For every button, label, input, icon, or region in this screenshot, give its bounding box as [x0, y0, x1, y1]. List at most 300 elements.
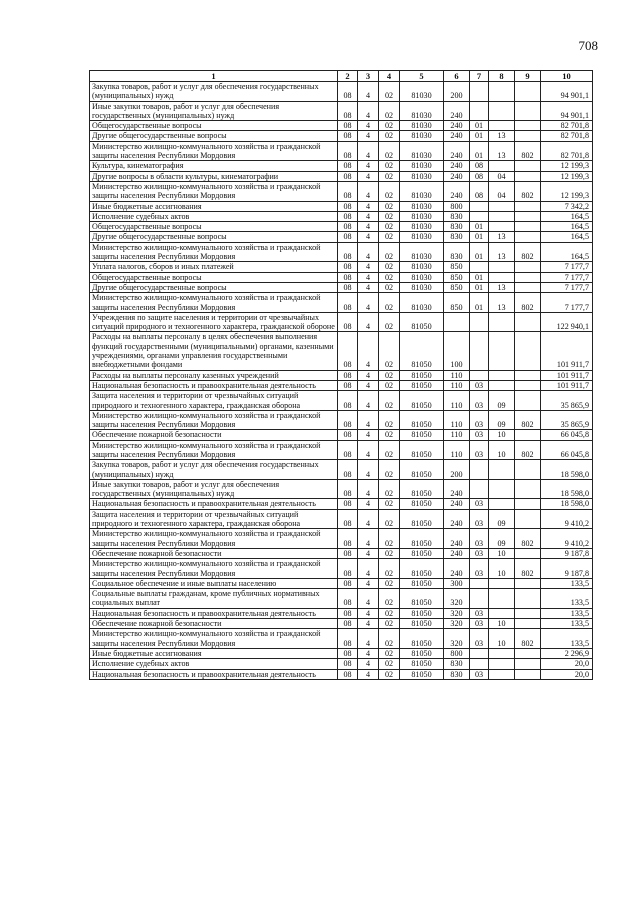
col-8-cell — [489, 648, 515, 658]
name-cell: Иные закупки товаров, работ и услуг для обеспечения государственных (муниципальных) нужд — [90, 479, 338, 499]
name-cell: Национальная безопасность и правоохранительная деятельность — [90, 380, 338, 390]
name-cell: Министерство жилищно-коммунального хозяйства и гражданской защиты населения Республики Мордовия — [90, 410, 338, 430]
table-row — [90, 232, 593, 242]
col-3-cell: 4 — [358, 440, 379, 460]
header-cell-2: 2 — [338, 71, 358, 82]
name-cell: Социальные выплаты гражданам, кроме публичных нормативных социальных выплат — [90, 589, 338, 609]
col-3-cell: 4 — [358, 293, 379, 313]
col-3-cell: 4 — [358, 201, 379, 211]
col-6-cell: 830 — [444, 222, 470, 232]
table-row — [90, 101, 593, 121]
name-cell: Уплата налогов, сборов и иных платежей — [90, 262, 338, 272]
name-cell: Национальная безопасность и правоохранительная деятельность — [90, 608, 338, 618]
col-3-cell: 4 — [358, 529, 379, 549]
col-7-cell — [470, 201, 489, 211]
col-5-cell: 81030 — [400, 282, 444, 292]
amount-cell: 133,5 — [541, 589, 593, 609]
amount-cell: 7 177,7 — [541, 293, 593, 313]
name-cell: Министерство жилищно-коммунального хозяйства и гражданской защиты населения Республики Мордовия — [90, 529, 338, 549]
col-3-cell: 4 — [358, 669, 379, 679]
col-9-cell — [515, 548, 541, 558]
col-4-cell: 02 — [379, 629, 400, 649]
col-7-cell: 03 — [470, 548, 489, 558]
col-8-cell: 13 — [489, 131, 515, 141]
amount-cell: 9 410,2 — [541, 509, 593, 529]
name-cell: Обеспечение пожарной безопасности — [90, 548, 338, 558]
col-8-cell — [489, 499, 515, 509]
col-3-cell: 4 — [358, 608, 379, 618]
col-5-cell: 81050 — [400, 629, 444, 649]
table-row — [90, 171, 593, 181]
col-2-cell: 08 — [338, 619, 358, 629]
col-8-cell: 04 — [489, 171, 515, 181]
table-row — [90, 242, 593, 262]
col-6-cell: 850 — [444, 262, 470, 272]
col-8-cell: 13 — [489, 232, 515, 242]
col-2-cell: 08 — [338, 242, 358, 262]
amount-cell: 66 045,8 — [541, 430, 593, 440]
amount-cell: 9 187,8 — [541, 548, 593, 558]
col-8-cell — [489, 222, 515, 232]
col-2-cell: 08 — [338, 282, 358, 292]
name-cell: Другие общегосударственные вопросы — [90, 232, 338, 242]
col-4-cell: 02 — [379, 201, 400, 211]
col-6-cell: 830 — [444, 659, 470, 669]
col-6-cell: 110 — [444, 370, 470, 380]
col-5-cell: 81030 — [400, 171, 444, 181]
col-7-cell — [470, 578, 489, 588]
col-4-cell: 02 — [379, 262, 400, 272]
table-row — [90, 181, 593, 201]
col-5-cell: 81050 — [400, 548, 444, 558]
col-5-cell: 81030 — [400, 121, 444, 131]
col-4-cell: 02 — [379, 121, 400, 131]
name-cell: Закупка товаров, работ и услуг для обеспечения государственных (муниципальных) нужд — [90, 460, 338, 480]
col-4-cell: 02 — [379, 578, 400, 588]
name-cell: Расходы на выплаты персоналу казенных учреждений — [90, 370, 338, 380]
col-3-cell: 4 — [358, 272, 379, 282]
col-3-cell: 4 — [358, 232, 379, 242]
col-3-cell: 4 — [358, 578, 379, 588]
col-4-cell: 02 — [379, 548, 400, 558]
header-cell-1: 1 — [90, 71, 338, 82]
col-4-cell: 02 — [379, 272, 400, 282]
col-3-cell: 4 — [358, 499, 379, 509]
col-7-cell: 03 — [470, 410, 489, 430]
col-3-cell: 4 — [358, 282, 379, 292]
col-7-cell: 03 — [470, 619, 489, 629]
col-5-cell: 81050 — [400, 578, 444, 588]
amount-cell: 101 911,7 — [541, 380, 593, 390]
budget-table — [89, 70, 593, 680]
col-9-cell — [515, 430, 541, 440]
col-7-cell: 03 — [470, 559, 489, 579]
col-4-cell: 02 — [379, 181, 400, 201]
col-9-cell — [515, 282, 541, 292]
col-2-cell: 08 — [338, 430, 358, 440]
col-3-cell: 4 — [358, 380, 379, 390]
col-5-cell: 81050 — [400, 440, 444, 460]
table-row — [90, 272, 593, 282]
col-2-cell: 08 — [338, 201, 358, 211]
name-cell: Расходы на выплаты персоналу в целях обеспечения выполнения функций государственными (муниципальными) органами, казенными учреждениями, органами управления государственными внебюджетными фондами — [90, 332, 338, 370]
col-7-cell: 08 — [470, 161, 489, 171]
name-cell: Иные бюджетные ассигнования — [90, 201, 338, 211]
amount-cell: 12 199,3 — [541, 171, 593, 181]
name-cell: Общегосударственные вопросы — [90, 272, 338, 282]
table-row — [90, 669, 593, 679]
col-2-cell: 08 — [338, 548, 358, 558]
col-2-cell: 08 — [338, 101, 358, 121]
col-7-cell — [470, 262, 489, 272]
col-9-cell — [515, 232, 541, 242]
header-cell-9: 9 — [515, 71, 541, 82]
table-row — [90, 121, 593, 131]
col-9-cell: 802 — [515, 181, 541, 201]
table-row — [90, 161, 593, 171]
table-row — [90, 619, 593, 629]
amount-cell: 2 296,9 — [541, 648, 593, 658]
col-9-cell — [515, 509, 541, 529]
table-row — [90, 312, 593, 332]
col-9-cell: 802 — [515, 293, 541, 313]
table-row — [90, 578, 593, 588]
col-2-cell: 08 — [338, 578, 358, 588]
col-7-cell: 03 — [470, 499, 489, 509]
col-2-cell: 08 — [338, 589, 358, 609]
name-cell: Министерство жилищно-коммунального хозяйства и гражданской защиты населения Республики Мордовия — [90, 242, 338, 262]
col-9-cell — [515, 161, 541, 171]
amount-cell: 82 701,8 — [541, 121, 593, 131]
col-4-cell: 02 — [379, 101, 400, 121]
col-2-cell: 08 — [338, 82, 358, 102]
header-cell-10: 10 — [541, 71, 593, 82]
amount-cell: 7 342,2 — [541, 201, 593, 211]
col-6-cell: 240 — [444, 131, 470, 141]
amount-cell: 20,0 — [541, 669, 593, 679]
table-row — [90, 82, 593, 102]
col-3-cell: 4 — [358, 589, 379, 609]
col-3-cell: 4 — [358, 161, 379, 171]
amount-cell: 164,5 — [541, 211, 593, 221]
col-5-cell: 81030 — [400, 131, 444, 141]
col-6-cell: 320 — [444, 589, 470, 609]
col-2-cell: 08 — [338, 440, 358, 460]
col-5-cell: 81050 — [400, 391, 444, 411]
name-cell: Министерство жилищно-коммунального хозяйства и гражданской защиты населения Республики Мордовия — [90, 141, 338, 161]
col-3-cell: 4 — [358, 479, 379, 499]
table-row — [90, 201, 593, 211]
col-9-cell: 802 — [515, 410, 541, 430]
amount-cell: 101 911,7 — [541, 370, 593, 380]
col-2-cell: 08 — [338, 629, 358, 649]
col-6-cell: 110 — [444, 391, 470, 411]
col-8-cell: 13 — [489, 242, 515, 262]
col-3-cell: 4 — [358, 181, 379, 201]
col-7-cell: 03 — [470, 380, 489, 390]
col-2-cell: 08 — [338, 499, 358, 509]
col-3-cell: 4 — [358, 410, 379, 430]
col-4-cell: 02 — [379, 161, 400, 171]
amount-cell: 133,5 — [541, 619, 593, 629]
col-7-cell — [470, 82, 489, 102]
table-row — [90, 479, 593, 499]
header-cell-8: 8 — [489, 71, 515, 82]
col-2-cell: 08 — [338, 648, 358, 658]
col-6-cell: 200 — [444, 460, 470, 480]
table-row — [90, 460, 593, 480]
col-5-cell: 81050 — [400, 559, 444, 579]
col-8-cell — [489, 659, 515, 669]
col-6-cell: 200 — [444, 82, 470, 102]
col-6-cell: 240 — [444, 121, 470, 131]
amount-cell: 133,5 — [541, 578, 593, 588]
col-9-cell — [515, 272, 541, 282]
col-2-cell: 08 — [338, 410, 358, 430]
name-cell: Закупка товаров, работ и услуг для обеспечения государственных (муниципальных) нужд — [90, 82, 338, 102]
col-2-cell: 08 — [338, 293, 358, 313]
col-8-cell: 09 — [489, 391, 515, 411]
table-row — [90, 430, 593, 440]
col-9-cell — [515, 312, 541, 332]
col-7-cell: 01 — [470, 222, 489, 232]
col-8-cell — [489, 201, 515, 211]
amount-cell: 12 199,3 — [541, 181, 593, 201]
name-cell: Министерство жилищно-коммунального хозяйства и гражданской защиты населения Республики Мордовия — [90, 293, 338, 313]
col-3-cell: 4 — [358, 648, 379, 658]
col-3-cell: 4 — [358, 332, 379, 370]
col-5-cell: 81050 — [400, 608, 444, 618]
col-6-cell: 800 — [444, 201, 470, 211]
col-8-cell: 09 — [489, 529, 515, 549]
col-2-cell: 08 — [338, 181, 358, 201]
table-row — [90, 293, 593, 313]
col-8-cell: 04 — [489, 181, 515, 201]
table-row — [90, 380, 593, 390]
col-3-cell: 4 — [358, 460, 379, 480]
col-5-cell: 81050 — [400, 529, 444, 549]
col-4-cell: 02 — [379, 659, 400, 669]
col-6-cell: 240 — [444, 499, 470, 509]
col-8-cell — [489, 332, 515, 370]
col-2-cell: 08 — [338, 222, 358, 232]
col-8-cell — [489, 460, 515, 480]
col-8-cell — [489, 312, 515, 332]
table-row — [90, 391, 593, 411]
col-3-cell: 4 — [358, 211, 379, 221]
col-8-cell: 10 — [489, 430, 515, 440]
col-9-cell — [515, 370, 541, 380]
name-cell: Исполнение судебных актов — [90, 211, 338, 221]
amount-cell: 133,5 — [541, 608, 593, 618]
col-8-cell — [489, 121, 515, 131]
col-6-cell: 850 — [444, 272, 470, 282]
col-8-cell — [489, 479, 515, 499]
table-row — [90, 370, 593, 380]
col-7-cell: 01 — [470, 293, 489, 313]
col-5-cell: 81050 — [400, 659, 444, 669]
col-7-cell: 03 — [470, 608, 489, 618]
col-5-cell: 81050 — [400, 430, 444, 440]
col-7-cell — [470, 589, 489, 609]
col-7-cell — [470, 211, 489, 221]
col-9-cell — [515, 201, 541, 211]
col-7-cell — [470, 479, 489, 499]
col-3-cell: 4 — [358, 659, 379, 669]
col-4-cell: 02 — [379, 380, 400, 390]
name-cell: Другие общегосударственные вопросы — [90, 282, 338, 292]
col-9-cell: 802 — [515, 440, 541, 460]
col-4-cell: 02 — [379, 430, 400, 440]
col-6-cell: 110 — [444, 380, 470, 390]
col-4-cell: 02 — [379, 312, 400, 332]
col-5-cell: 81030 — [400, 82, 444, 102]
amount-cell: 7 177,7 — [541, 282, 593, 292]
col-7-cell: 01 — [470, 242, 489, 262]
col-7-cell — [470, 648, 489, 658]
page-number: 708 — [578, 38, 598, 53]
col-6-cell: 240 — [444, 548, 470, 558]
header-cell-6: 6 — [444, 71, 470, 82]
col-7-cell — [470, 332, 489, 370]
col-4-cell: 02 — [379, 608, 400, 618]
header-cell-3: 3 — [358, 71, 379, 82]
col-6-cell: 240 — [444, 101, 470, 121]
col-9-cell — [515, 211, 541, 221]
name-cell: Министерство жилищно-коммунального хозяйства и гражданской защиты населения Республики Мордовия — [90, 559, 338, 579]
col-2-cell: 08 — [338, 509, 358, 529]
col-4-cell: 02 — [379, 222, 400, 232]
col-2-cell: 08 — [338, 171, 358, 181]
col-6-cell: 240 — [444, 509, 470, 529]
col-3-cell: 4 — [358, 121, 379, 131]
col-6-cell: 110 — [444, 430, 470, 440]
col-3-cell: 4 — [358, 619, 379, 629]
amount-cell: 18 598,0 — [541, 499, 593, 509]
col-4-cell: 02 — [379, 529, 400, 549]
col-9-cell — [515, 499, 541, 509]
col-4-cell: 02 — [379, 232, 400, 242]
col-6-cell: 320 — [444, 608, 470, 618]
name-cell: Обеспечение пожарной безопасности — [90, 619, 338, 629]
col-8-cell — [489, 82, 515, 102]
header-cell-7: 7 — [470, 71, 489, 82]
name-cell: Защита населения и территории от чрезвычайных ситуаций природного и техногенного характера, гражданская оборона — [90, 391, 338, 411]
col-8-cell — [489, 380, 515, 390]
table-row — [90, 648, 593, 658]
name-cell: Защита населения и территории от чрезвычайных ситуаций природного и техногенного характера, гражданская оборона — [90, 509, 338, 529]
col-3-cell: 4 — [358, 312, 379, 332]
col-4-cell: 02 — [379, 669, 400, 679]
col-4-cell: 02 — [379, 410, 400, 430]
col-3-cell: 4 — [358, 222, 379, 232]
col-2-cell: 08 — [338, 608, 358, 618]
col-9-cell: 802 — [515, 629, 541, 649]
col-9-cell — [515, 262, 541, 272]
table-row — [90, 509, 593, 529]
col-2-cell: 08 — [338, 272, 358, 282]
col-4-cell: 02 — [379, 619, 400, 629]
amount-cell: 18 598,0 — [541, 479, 593, 499]
col-8-cell — [489, 161, 515, 171]
col-9-cell — [515, 578, 541, 588]
col-2-cell: 08 — [338, 559, 358, 579]
col-8-cell: 10 — [489, 629, 515, 649]
col-5-cell: 81030 — [400, 222, 444, 232]
col-3-cell: 4 — [358, 262, 379, 272]
amount-cell: 82 701,8 — [541, 141, 593, 161]
col-6-cell: 240 — [444, 171, 470, 181]
col-4-cell: 02 — [379, 499, 400, 509]
col-3-cell: 4 — [358, 141, 379, 161]
col-9-cell: 802 — [515, 141, 541, 161]
col-7-cell — [470, 101, 489, 121]
col-5-cell: 81030 — [400, 181, 444, 201]
col-3-cell: 4 — [358, 370, 379, 380]
name-cell: Министерство жилищно-коммунального хозяйства и гражданской защиты населения Республики Мордовия — [90, 629, 338, 649]
col-7-cell: 01 — [470, 272, 489, 282]
amount-cell: 66 045,8 — [541, 440, 593, 460]
col-7-cell — [470, 460, 489, 480]
col-2-cell: 08 — [338, 211, 358, 221]
table-row — [90, 410, 593, 430]
amount-cell: 164,5 — [541, 242, 593, 262]
name-cell: Иные закупки товаров, работ и услуг для обеспечения государственных (муниципальных) нужд — [90, 101, 338, 121]
col-5-cell: 81050 — [400, 589, 444, 609]
col-4-cell: 02 — [379, 370, 400, 380]
col-9-cell: 802 — [515, 529, 541, 549]
col-7-cell: 03 — [470, 509, 489, 529]
col-7-cell — [470, 659, 489, 669]
col-7-cell: 01 — [470, 232, 489, 242]
col-8-cell — [489, 370, 515, 380]
amount-cell: 94 901,1 — [541, 82, 593, 102]
col-5-cell: 81050 — [400, 380, 444, 390]
col-4-cell: 02 — [379, 479, 400, 499]
col-5-cell: 81030 — [400, 232, 444, 242]
col-3-cell: 4 — [358, 629, 379, 649]
header-cell-5: 5 — [400, 71, 444, 82]
col-4-cell: 02 — [379, 293, 400, 313]
col-2-cell: 08 — [338, 161, 358, 171]
col-2-cell: 08 — [338, 262, 358, 272]
col-8-cell — [489, 589, 515, 609]
col-9-cell — [515, 380, 541, 390]
amount-cell: 12 199,3 — [541, 161, 593, 171]
col-5-cell: 81050 — [400, 332, 444, 370]
col-8-cell — [489, 262, 515, 272]
col-5-cell: 81030 — [400, 141, 444, 161]
col-8-cell — [489, 211, 515, 221]
col-6-cell: 240 — [444, 141, 470, 161]
col-8-cell: 13 — [489, 293, 515, 313]
col-3-cell: 4 — [358, 430, 379, 440]
amount-cell: 9 410,2 — [541, 529, 593, 549]
col-8-cell — [489, 669, 515, 679]
amount-cell: 82 701,8 — [541, 131, 593, 141]
col-9-cell — [515, 332, 541, 370]
col-6-cell: 240 — [444, 559, 470, 579]
col-6-cell: 110 — [444, 410, 470, 430]
col-9-cell — [515, 589, 541, 609]
col-5-cell: 81030 — [400, 211, 444, 221]
col-6-cell: 300 — [444, 578, 470, 588]
table-row — [90, 222, 593, 232]
col-6-cell: 110 — [444, 440, 470, 460]
col-9-cell — [515, 669, 541, 679]
col-2-cell: 08 — [338, 332, 358, 370]
col-7-cell — [470, 370, 489, 380]
